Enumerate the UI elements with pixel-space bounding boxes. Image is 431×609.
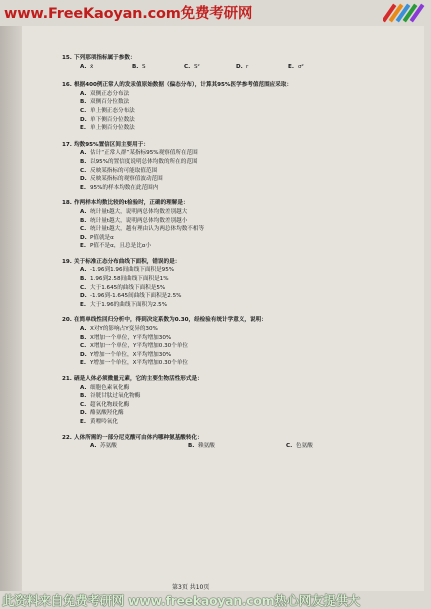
option-letter: C. bbox=[80, 401, 87, 408]
option-letter: C. bbox=[80, 167, 87, 174]
option-text: 单上侧百分位数法 bbox=[90, 125, 135, 132]
option-letter: D. bbox=[80, 351, 87, 358]
option-item bbox=[80, 149, 412, 158]
option-text: 统计量t越大，说明两总体均数差别越小 bbox=[90, 217, 188, 224]
option-letter: D. bbox=[80, 116, 87, 123]
page-edge-shadow bbox=[0, 26, 22, 591]
option-letter: A. bbox=[80, 63, 87, 70]
question-stem bbox=[62, 81, 412, 90]
question-stem bbox=[62, 258, 412, 267]
question-item bbox=[62, 141, 412, 193]
option-text: 超氧化物歧化酶 bbox=[90, 401, 130, 408]
option-item bbox=[132, 63, 184, 72]
question-stem bbox=[62, 316, 412, 325]
option-text: S bbox=[142, 63, 146, 70]
option-item bbox=[286, 442, 384, 451]
option-text: 双侧百分位数法 bbox=[90, 99, 130, 106]
option-letter: B. bbox=[188, 443, 195, 450]
option-item bbox=[80, 334, 412, 343]
question-stem bbox=[62, 375, 412, 384]
option-text: 95%的样本均数在此范围内 bbox=[90, 184, 159, 191]
option-text: 色氨酸 bbox=[296, 443, 313, 450]
question-text: 根据400例正常人的发汞值原始数据（偏态分布），计算其95%医学参考值范围应采取： bbox=[74, 82, 293, 89]
option-text: 单上侧正态分布法 bbox=[90, 107, 135, 114]
option-letter: D. bbox=[80, 234, 87, 241]
question-number: 19. bbox=[62, 258, 72, 265]
option-item bbox=[80, 208, 412, 217]
option-item bbox=[188, 442, 286, 451]
option-letter: E. bbox=[288, 63, 294, 70]
question-number: 20. bbox=[62, 317, 72, 324]
option-letter: E. bbox=[80, 360, 86, 367]
option-letter: A. bbox=[80, 208, 87, 215]
option-item bbox=[80, 392, 412, 401]
option-letter: B. bbox=[80, 334, 87, 341]
option-item bbox=[80, 401, 412, 410]
option-text: 双侧正态分布法 bbox=[90, 90, 130, 97]
option-text: 大于1.645的曲线下面积是5% bbox=[90, 284, 166, 291]
option-letter: D. bbox=[80, 293, 87, 300]
watermark-top: www.FreeKaoyan.com免费考研网 bbox=[4, 6, 253, 22]
option-letter: B. bbox=[80, 99, 87, 106]
option-letter: E. bbox=[80, 243, 86, 250]
question-text: 硒是人体必须微量元素，它的主要生物活性形式是： bbox=[74, 376, 203, 382]
option-letter: D. bbox=[80, 176, 87, 183]
question-number: 21. bbox=[62, 376, 72, 382]
option-item bbox=[80, 351, 412, 360]
option-item bbox=[184, 63, 236, 72]
question-list bbox=[62, 54, 412, 451]
option-letter: A. bbox=[80, 267, 87, 274]
option-item bbox=[80, 63, 132, 72]
option-item bbox=[80, 184, 412, 193]
option-text: 单下侧百分位数法 bbox=[90, 116, 135, 123]
option-letter: E. bbox=[80, 125, 86, 132]
question-text: 关于标准正态分布曲线下面积，错误的是： bbox=[74, 258, 181, 265]
option-letter: B. bbox=[132, 63, 139, 70]
question-item bbox=[62, 258, 412, 310]
option-list bbox=[62, 90, 412, 133]
option-text: r bbox=[246, 63, 249, 70]
option-letter: C. bbox=[286, 443, 293, 450]
question-text: 人体所需的一部分尼克酸可由体内哪种氨基酸转化： bbox=[74, 434, 203, 441]
option-letter: C. bbox=[80, 284, 87, 291]
option-text: 大于1.96的曲线下面积为2.5% bbox=[90, 301, 168, 308]
option-letter: E. bbox=[80, 301, 86, 308]
question-item bbox=[62, 199, 412, 251]
option-item bbox=[80, 124, 412, 133]
option-text: 反映某指标的可能取值范围 bbox=[90, 167, 158, 174]
option-letter: B. bbox=[80, 393, 87, 400]
option-item bbox=[80, 342, 412, 351]
question-number: 17. bbox=[62, 141, 72, 148]
option-text: X增加一个单位，Y平均增加0.30个单位 bbox=[90, 343, 189, 350]
option-text: Y增加一个单位，X平均增加0.30个单位 bbox=[90, 360, 189, 367]
question-stem bbox=[62, 434, 412, 443]
option-text: 酪氨酸羟化酶 bbox=[90, 410, 124, 417]
question-stem bbox=[62, 199, 412, 208]
option-letter: E. bbox=[80, 184, 86, 191]
option-letter: B. bbox=[80, 276, 87, 283]
option-item bbox=[80, 158, 412, 167]
option-letter: C. bbox=[184, 63, 191, 70]
option-letter: A. bbox=[80, 150, 87, 157]
option-text: X对Y的影响占Y变异的30% bbox=[90, 326, 158, 333]
watermark-bottom: 此资料来自免费考研网 www.freekaoyan.com热心网友提供大 bbox=[2, 593, 360, 608]
option-list bbox=[62, 325, 412, 368]
site-logo-icon bbox=[383, 0, 427, 26]
option-item bbox=[80, 225, 412, 234]
option-item bbox=[80, 384, 412, 393]
option-letter: A. bbox=[80, 384, 87, 391]
option-text: 苏氨酸 bbox=[100, 443, 117, 450]
option-text: 谷胱甘肽过氧化物酶 bbox=[90, 393, 141, 400]
question-number: 18. bbox=[62, 200, 72, 207]
question-item bbox=[62, 316, 412, 368]
question-number: 16. bbox=[62, 82, 72, 89]
option-item bbox=[80, 167, 412, 176]
option-item bbox=[80, 90, 412, 99]
option-item bbox=[80, 292, 412, 301]
question-number: 22. bbox=[62, 434, 72, 441]
question-text: 均数95%置信区间主要用于： bbox=[74, 141, 149, 148]
option-list bbox=[62, 208, 412, 251]
question-text: 下列那项指标属于参数： bbox=[74, 55, 136, 61]
option-text: 反映某指标的观察值波动范围 bbox=[90, 176, 163, 183]
question-text: 在简单线性回归分析中，得到决定系数为0.30，经检验有统计学意义，说明： bbox=[74, 317, 267, 324]
question-number: 15. bbox=[62, 55, 72, 61]
option-letter: A. bbox=[80, 326, 87, 333]
option-letter: A. bbox=[80, 90, 87, 97]
question-item bbox=[62, 81, 412, 133]
option-item bbox=[80, 242, 412, 251]
option-text: -1.96到1.96间曲线下面积是95% bbox=[90, 267, 175, 274]
question-item bbox=[62, 54, 412, 71]
option-letter: B. bbox=[80, 158, 87, 165]
option-list bbox=[62, 384, 412, 427]
option-item bbox=[236, 63, 288, 72]
option-letter: C. bbox=[80, 107, 87, 114]
option-item bbox=[288, 63, 340, 72]
option-text: -1.96到-1.645间曲线下面积是2.5% bbox=[90, 293, 182, 300]
option-letter: C. bbox=[80, 343, 87, 350]
page-footer: 第3页 共10页 bbox=[172, 584, 210, 591]
option-item bbox=[80, 418, 412, 427]
question-item bbox=[62, 375, 412, 427]
option-text: 1.96到2.58间曲线下面积是1% bbox=[90, 276, 169, 283]
option-item bbox=[80, 359, 412, 368]
option-letter: E. bbox=[80, 418, 86, 425]
option-list bbox=[62, 442, 412, 451]
question-text: 作两样本均数比较的t检验时，正确的理解是： bbox=[74, 200, 189, 207]
option-text: X增加一个单位，Y平均增加30% bbox=[90, 334, 172, 341]
option-list bbox=[62, 63, 412, 72]
option-text: x̄ bbox=[90, 63, 94, 70]
option-item bbox=[80, 325, 412, 334]
option-text: Y增加一个单位，X平均增加30% bbox=[90, 351, 172, 358]
option-item bbox=[80, 409, 412, 418]
option-text: P值不是α，且总是比α小 bbox=[90, 243, 152, 250]
option-item bbox=[80, 266, 412, 275]
option-text: 统计量t越大，说明两总体均数差别越大 bbox=[90, 208, 188, 215]
option-item bbox=[80, 284, 412, 293]
option-text: 黄嘌呤氧化 bbox=[90, 418, 118, 425]
option-text: S² bbox=[194, 63, 200, 70]
option-text: 以95%的置信度说明总体均数的所在的范围 bbox=[90, 158, 198, 165]
question-stem bbox=[62, 54, 412, 63]
question-stem bbox=[62, 141, 412, 150]
option-item bbox=[80, 116, 412, 125]
option-item bbox=[80, 107, 412, 116]
option-text: σ² bbox=[298, 63, 304, 70]
option-text: 细胞色素氧化酶 bbox=[90, 384, 130, 391]
option-text: P值就是α bbox=[90, 234, 114, 241]
option-text: 估计“正常人群”某指标95%观察值所在范围 bbox=[90, 150, 198, 157]
option-item bbox=[80, 301, 412, 310]
option-letter: C. bbox=[80, 226, 87, 233]
option-letter: D. bbox=[80, 410, 87, 417]
option-item bbox=[80, 98, 412, 107]
option-item bbox=[80, 175, 412, 184]
question-item bbox=[62, 434, 412, 451]
option-list bbox=[62, 149, 412, 192]
option-item bbox=[80, 234, 412, 243]
option-text: 赖氨酸 bbox=[198, 443, 215, 450]
option-text: 统计量t越大，越有理由认为两总体均数不相等 bbox=[90, 226, 205, 233]
option-item bbox=[80, 217, 412, 226]
option-item bbox=[90, 442, 188, 451]
option-letter: B. bbox=[80, 217, 87, 224]
option-letter: A. bbox=[90, 443, 97, 450]
option-letter: D. bbox=[236, 63, 243, 70]
option-list bbox=[62, 266, 412, 309]
option-item bbox=[80, 275, 412, 284]
